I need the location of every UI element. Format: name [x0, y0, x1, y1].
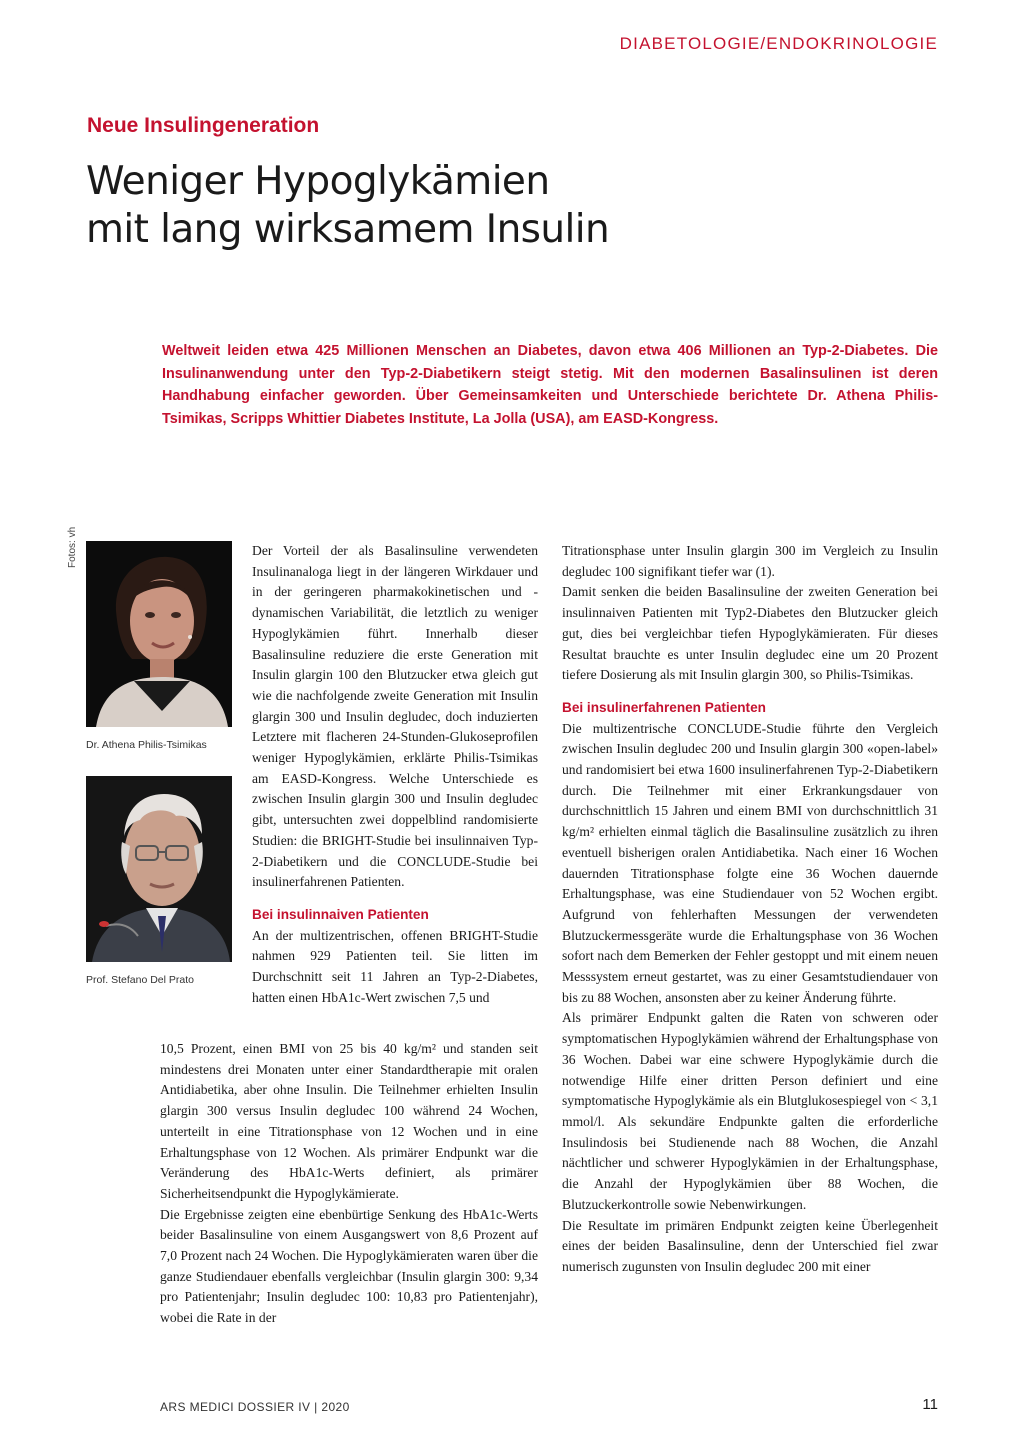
body-paragraph: An der multizentrischen, offenen BRIGHT-Studie nahmen 929 Patienten teil. Sie litten im Durchschnitt seit 11 Jahren an Typ-2-Diabetes, hatten einen HbA1c-Wert zwischen 7,5 und	[252, 927, 538, 1005]
portrait-man-illustration	[86, 776, 232, 962]
portrait-photo-man	[86, 776, 232, 962]
body-paragraph: Titrationsphase unter Insulin glargin 300 im Vergleich zu Insulin degludec 100 signifikant tiefer war (1).	[562, 543, 938, 579]
body-paragraph: 10,5 Prozent, einen BMI von 25 bis 40 kg/m² und standen seit mindestens drei Monaten unter einer Standardtherapie mit oralen Antidiabetika, aber ohne Insulin. Die Teilnehmer erhielten Insulin glargin 300 versus Insulin degludec 100 während 24 Wochen, unterteilt in eine Titrationsphase von 12 Wochen und in eine Erhaltungsphase von 12 Wochen. Als primärer Endpunkt war die Veränderung des HbA1c-Werts definiert, als primärer Sicherheitsendpunkt die Hypoglykämierate.	[160, 1041, 538, 1201]
body-column-left-wide	[160, 1039, 538, 1329]
portrait-photo-woman	[86, 541, 232, 727]
page-number: 11	[922, 1396, 938, 1413]
body-column-left-narrow	[252, 541, 538, 1008]
body-paragraph: Die Resultate im primären Endpunkt zeigten keine Überlegenheit eines der beiden Basalinsuline, denn der Unterschied fiel zwar numerisch zugunsten von Insulin degludec 200 mit einer	[562, 1217, 938, 1274]
body-paragraph: Damit senken die beiden Basalinsuline der zweiten Generation bei insulinnaiven Patienten mit Typ2-Diabetes den Blutzucker gleich gut, dies bei vergleichbar tiefen Hypoglykämieraten. Für dieses Resultat brauchte es unter Insulin degludec eine um 20 Prozent tiefere Dosierung als mit Insulin glargin 300, so Philis-Tsimikas.	[562, 584, 938, 683]
subheading-insulinnaive: Bei insulinnaiven Patienten	[252, 906, 429, 922]
article-kicker: Neue Insulingeneration	[87, 114, 320, 137]
body-paragraph: Die multizentrische CONCLUDE-Studie führte den Vergleich zwischen Insulin degludec 200 und Insulin glargin 300 «open-label» und randomisiert bei etwa 1600 insulinerfahrenen Typ-2-Diabetikern durch. Die Teilnehmer mit einer Erkrankungsdauer von durchschnittlich 15 Jahren und einem BMI von durchschnittlich 31 kg/m² erhielten einmal täglich die Basalinsuline zusätzlich zu ihren eventuell bisherigen oralen Antidiabetika. Nach einer 16 Wochen dauernden Titrationsphase folgte eine 36 Wochen dauernde Erhaltungsphase, was eine Studiendauer von 52 Wochen ergibt. Aufgrund von fehlerhaften Messungen der verwendeten Blutzuckermessgeräte wurde die Erhaltungsphase von 36 Wochen sofort nach dem Bemerken der Fehler gestoppt und mit einem neuen Messsystem erneut gestartet, was zu einer Gesamtstudiendauer von bis zu 88 Wochen, ansonsten aber zu keiner Änderung führte.	[562, 720, 938, 1005]
photo-caption-1: Dr. Athena Philis-Tsimikas	[86, 739, 207, 751]
article-title	[86, 158, 806, 254]
body-column-right	[562, 541, 938, 1278]
body-paragraph: Als primärer Endpunkt galten die Raten von schweren oder symptomatischen Hypoglykämien während der Erhaltungsphase von 36 Wochen. Dabei war eine schwere Hypoglykämie durch die notwendige Hilfe einer dritten Person definiert und eine symptomatische Hypoglykämie als ein Blutglukosespiegel von < 3,1 mmol/l. Als sekundäre Endpunkte galten die erforderliche Insulindosis bei Studienende nach 88 Wochen, die Anzahl nächtlicher und schwerer Hypoglykämien in der Erhaltungsphase, die Anzahl der Hypoglykämien über 88 Wochen, die Blutzuckerkontrolle sowie Nebenwirkungen.	[562, 1010, 938, 1212]
section-label: DIABETOLOGIE/ENDOKRINOLOGIE	[619, 34, 938, 53]
body-paragraph: Die Ergebnisse zeigten eine ebenbürtige Senkung des HbA1c-Werts beider Basalinsuline von einem Ausgangswert von 8,6 Prozent auf 7,0 Prozent nach 24 Wochen. Die Hypoglykämieraten waren über die ganze Studiendauer ebenfalls vergleichbar (Insulin glargin 300: 9,34 pro Patientenjahr; Insulin degludec 100: 10,83 pro Patientenjahr), wobei die Rate in der	[160, 1206, 538, 1326]
footer-publication: ARS MEDICI DOSSIER IV | 2020	[160, 1400, 350, 1414]
article-title-line2: mit lang wirksamem Insulin	[86, 207, 610, 252]
article-title-line1: Weniger Hypoglykämien	[86, 159, 550, 204]
subheading-insulinerfahren: Bei insulinerfahrenen Patienten	[562, 699, 766, 715]
photo-credit: Fotos: vh	[67, 526, 78, 568]
portrait-woman-illustration	[86, 541, 232, 727]
body-paragraph: Der Vorteil der als Basalinsuline verwendeten Insulinanaloga liegt in der längeren Wirkdauer und in der geringeren pharmakokinetischen und -dynamischen Variabilität, die letztlich zu weniger Hypoglykämien führt. Innerhalb dieser Basalinsuline reduziere die erste Generation mit Insulin glargin 100 den Blutzucker etwa gleich gut wie die nachfolgende zweite Generation mit Insulin glargin 300 und Insulin degludec, doch induzierten Letztere mit flacheren 24-Stunden-Glukoseprofilen weniger Hypoglykämien, erklärte Philis-Tsimikas am EASD-Kongress. Welche Unterschiede es zwischen Insulin glargin 300 und Insulin degludec gibt, untersuchten zwei doppelblind randomisierte Studien: die BRIGHT-Studie bei insulinnaiven Typ-2-Diabetikern und die CONCLUDE-Studie bei insulinerfahrenen Patienten.	[252, 543, 538, 890]
photo-caption-2: Prof. Stefano Del Prato	[86, 974, 194, 986]
article-lead: Weltweit leiden etwa 425 Millionen Menschen an Diabetes, davon etwa 406 Millionen an Typ-2-Diabetes. Die Insulinanwendung unter den Typ-2-Diabetikern steigt stetig. Mit den modernen Basalinsulinen ist deren Handhabung einfacher geworden. Über Gemeinsamkeiten und Unterschiede berichtete Dr. Athena Philis-Tsimikas, Scripps Whittier Diabetes Institute, La Jolla (USA), am EASD-Kongress.	[162, 343, 938, 427]
